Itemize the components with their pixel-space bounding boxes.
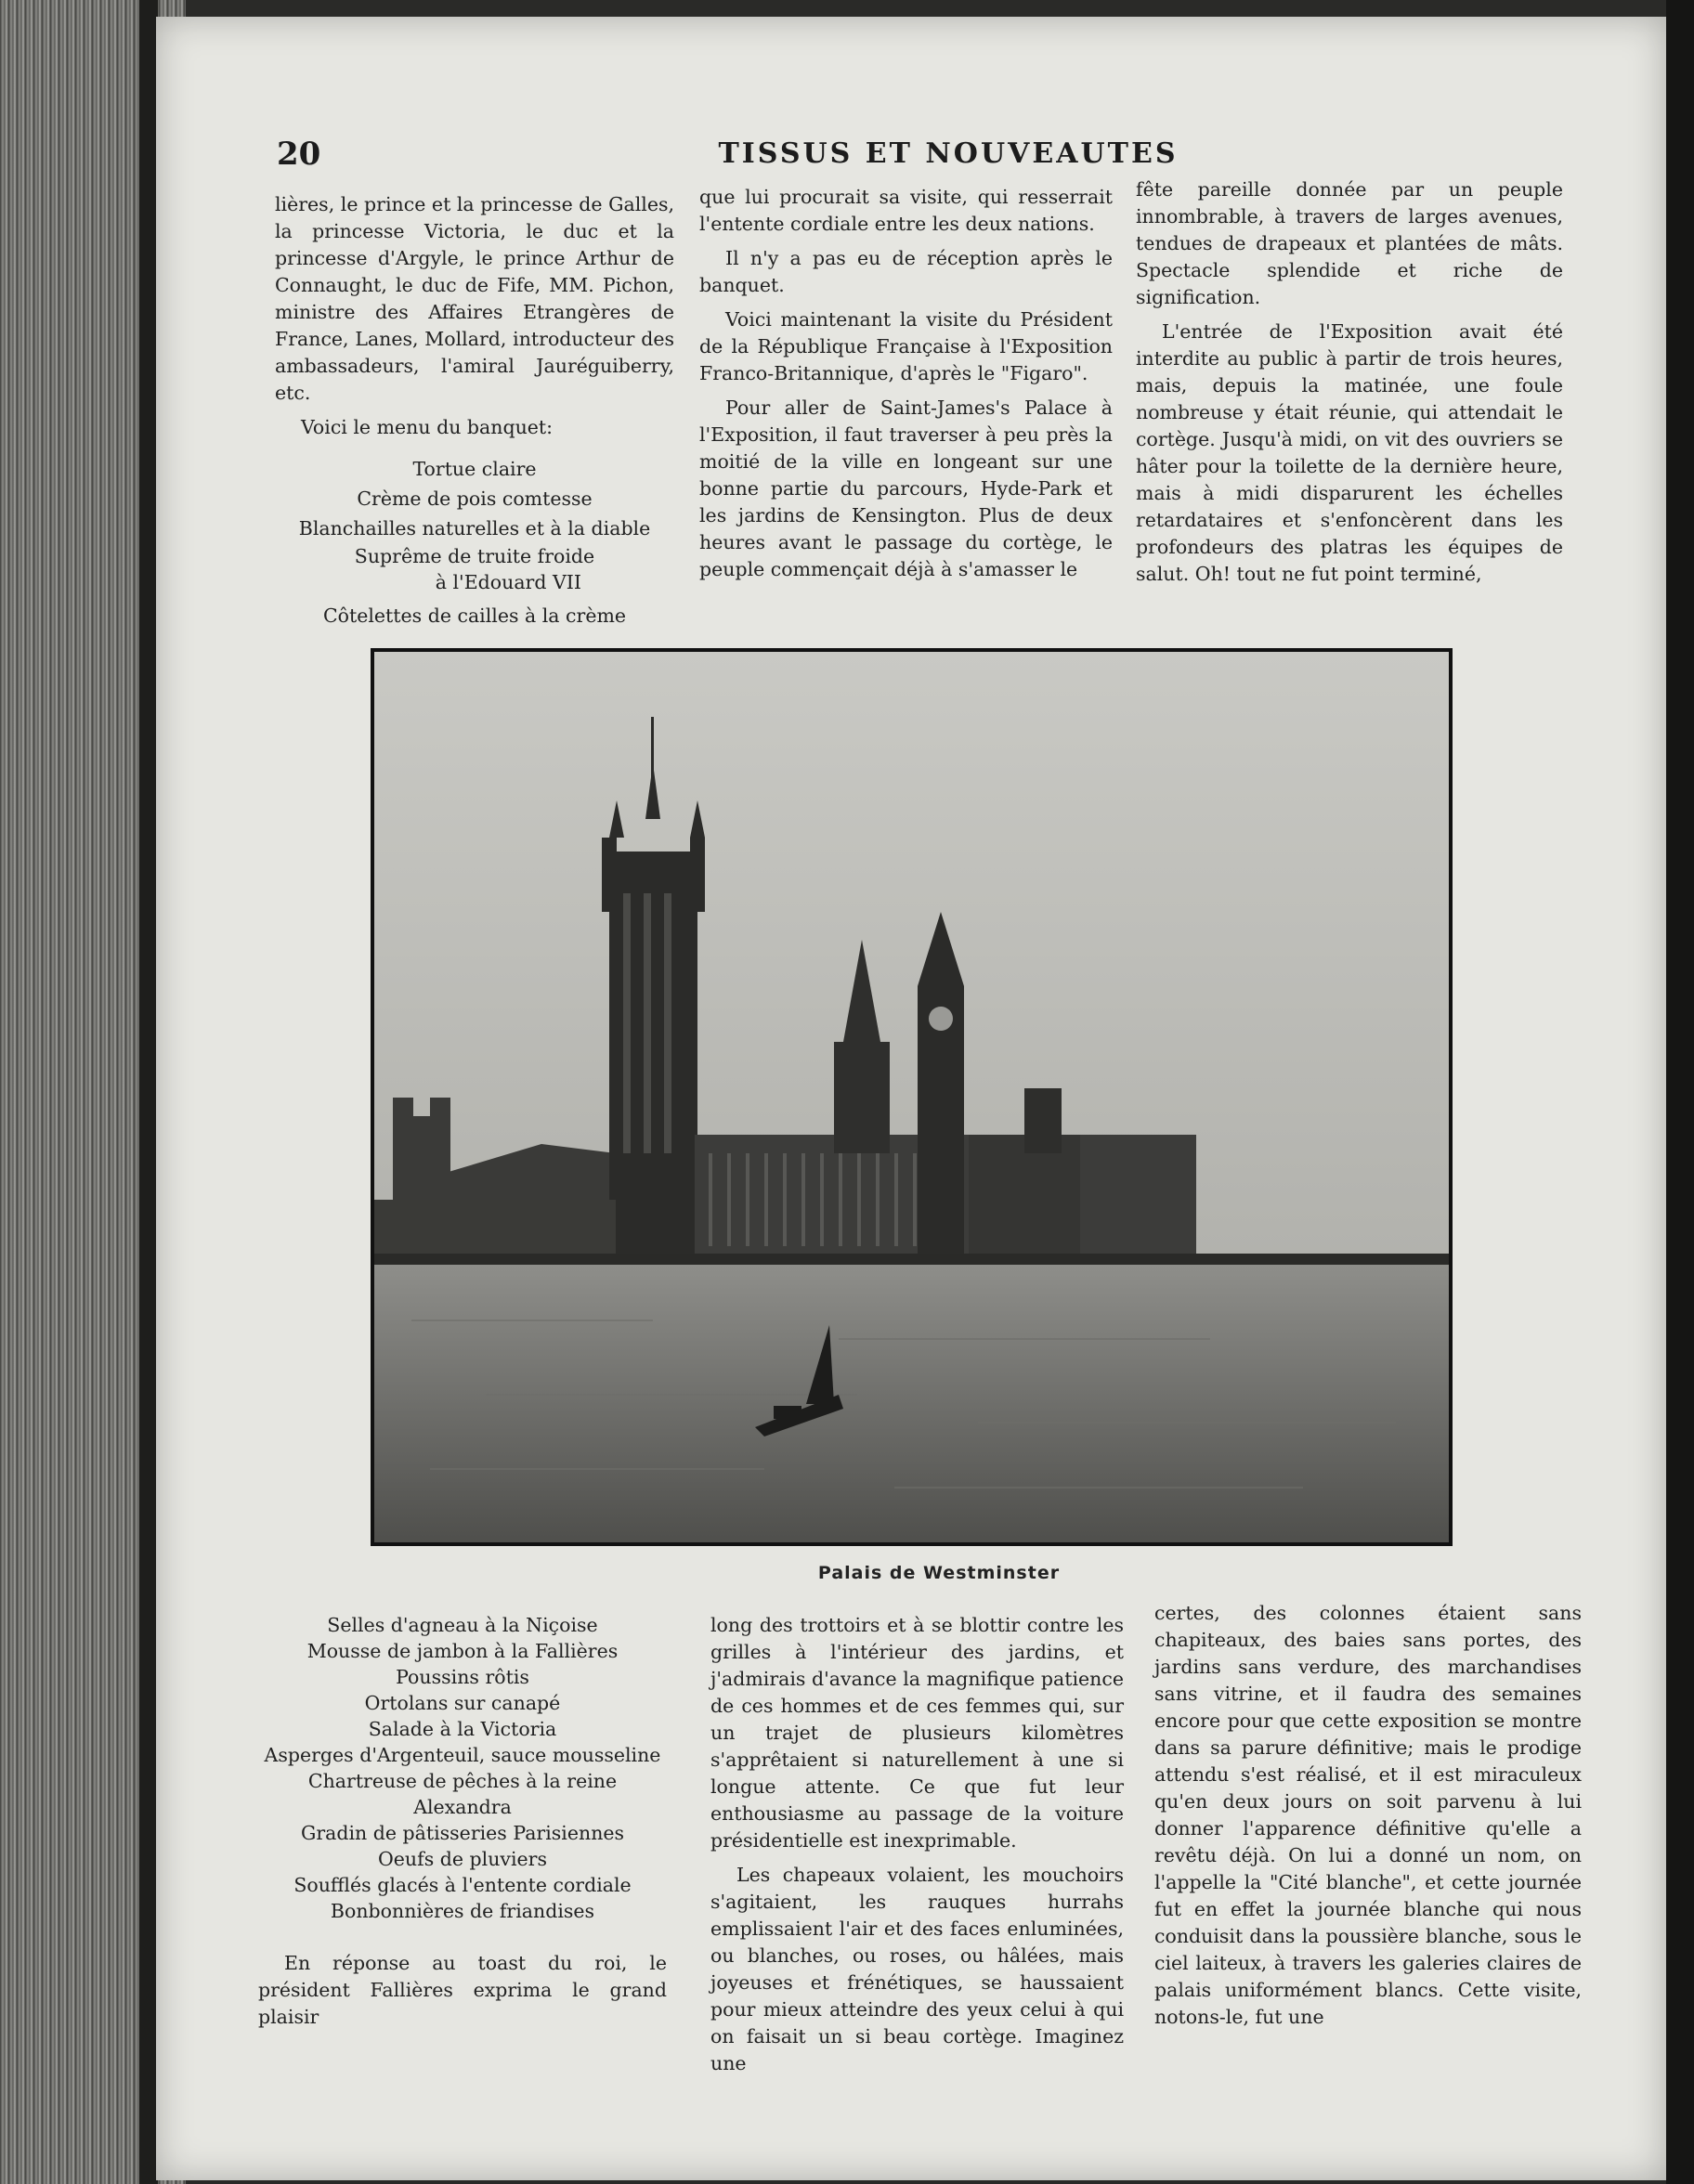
column-bottom-middle <box>710 1612 1124 2085</box>
westminster-photograph <box>371 648 1453 1546</box>
column-bottom-left <box>258 1612 667 2038</box>
banquet-menu-part2 <box>258 1612 667 1924</box>
running-header: TISSUS ET NOUVEAUTES <box>718 137 1179 170</box>
menu-item: Gradin de pâtisseries Parisiennes <box>300 1822 625 1844</box>
menu-item: Blanchailles naturelles et à la diable <box>298 517 651 540</box>
menu-item: Mousse de jambon à la Fallières <box>306 1640 619 1662</box>
photo-illustration <box>374 652 1449 1542</box>
paragraph: fête pareille donnée par un peuple innombrable, à travers de larges avenues, tendues de drapeaux et plantées de mâts. Spectacle splendide et riche de signification. <box>1136 178 1563 308</box>
banquet-menu-part1 <box>275 454 674 630</box>
book-page <box>156 17 1666 2180</box>
column-top-left <box>275 191 674 638</box>
paragraph: Il n'y a pas eu de réception après le banquet. <box>699 247 1113 296</box>
paragraph: L'entrée de l'Exposition avait été interdite au public à partir de trois heures, mais, depuis la matinée, une foule nombreuse y était réunie, qui attendait le cortège. Jusqu'à midi, on vit des ouvriers se hâter pour la toilette de la dernière heure, mais à midi disparurent les échelles retardataires et s'enfoncèrent dans les profondeurs des platras les équipes de salut. Oh! tout ne fut point terminé, <box>1136 320 1563 585</box>
paragraph: Pour aller de Saint-James's Palace à l'Exposition, il faut traverser à peu près la moitié de la ville en longeant sur une bonne partie du parcours, Hyde-Park et les jardins de Kensington. Plus de deux heures avant le passage du cortège, le peuple commençait déjà à s'amasser le <box>699 396 1113 580</box>
menu-item: Poussins rôtis <box>396 1666 529 1688</box>
paragraph: lières, le prince et la princesse de Galles, la princesse Victoria, le duc et la princesse d'Argyle, le prince Arthur de Connaught, le duc de Fife, MM. Pichon, ministre des Affaires Etrangères de France, Lanes, Mollard, introducteur des ambassadeurs, l'amiral Jauréguiberry, etc. <box>275 193 674 404</box>
menu-item: Selles d'agneau à la Niçoise <box>327 1614 598 1636</box>
column-top-right <box>1136 176 1563 595</box>
paragraph: long des trottoirs et à se blottir contre les grilles à l'intérieur des jardins, et j'admirais d'avance la magnifique patience de ces hommes et de ces femmes qui, sur un trajet de plusieurs kilomètres s'apprêtaient si naturellement à une si longue attente. Ce que fut leur enthousiasme au passage de la voiture présidentielle est inexprimable. <box>710 1614 1124 1852</box>
menu-item: Côtelettes de cailles à la crème <box>322 604 627 627</box>
column-bottom-right <box>1154 1600 1582 2038</box>
menu-item-continuation: à l'Edouard VII <box>435 571 581 593</box>
photo-caption: Palais de Westminster <box>817 1563 1061 1583</box>
column-top-middle <box>699 184 1113 591</box>
menu-item: Asperges d'Argenteuil, sauce mousseline <box>264 1744 661 1766</box>
menu-item: Salade à la Victoria <box>368 1718 557 1740</box>
menu-item: Tortue claire <box>412 458 537 480</box>
page-number: 20 <box>277 136 321 173</box>
menu-item: Suprême de truite froide <box>354 545 595 567</box>
paragraph: Les chapeaux volaient, les mouchoirs s'agitaient, les rauques hurrahs emplissaient l'air et des faces enluminées, ou blanches, ou roses, ou hâlées, mais joyeuses et frénétiques, se haussaient pour mieux atteindre des yeux celui à qui on faisait un si beau cortège. Imaginez une <box>710 1864 1124 2074</box>
paragraph: que lui procurait sa visite, qui resserrait l'entente cordiale entre les deux nations. <box>699 186 1113 235</box>
menu-item: Ortolans sur canapé <box>364 1692 561 1714</box>
menu-item: Soufflés glacés à l'entente cordiale <box>293 1874 632 1896</box>
menu-intro: Voici le menu du banquet: <box>301 416 554 438</box>
paragraph: En réponse au toast du roi, le président Fallières exprima le grand plaisir <box>258 1952 667 2028</box>
paragraph: certes, des colonnes étaient sans chapiteaux, des baies sans portes, des jardins sans verdure, des marchandises sans vitrine, et il faudra des semaines encore pour que cette exposition se montre dans sa parure définitive; mais le prodige attendu s'est réalisé, et il est miraculeux qu'en deux jours on soit parvenu à lui donner l'apparence définitive qu'elle a revêtu déjà. On lui a donné un nom, on l'appelle la "Cité blanche", et cette journée fut en effet la journée blanche qui nous conduisit dans la poussière blanche, sous le ciel laiteux, à travers les galeries claires de palais uniformément blancs. Cette visite, notons-le, fut une <box>1154 1602 1582 2028</box>
book-binding <box>139 0 158 2184</box>
scan-border <box>1666 0 1694 2184</box>
menu-item: Crème de pois comtesse <box>357 488 593 510</box>
menu-item: Bonbonnières de friandises <box>330 1900 595 1922</box>
paragraph: Voici maintenant la visite du Président de la République Française à l'Exposition Franco-Britannique, d'après le "Figaro". <box>699 308 1113 384</box>
menu-item: Oeufs de pluviers <box>377 1848 547 1870</box>
menu-item: Chartreuse de pêches à la reine Alexandra <box>307 1770 618 1818</box>
